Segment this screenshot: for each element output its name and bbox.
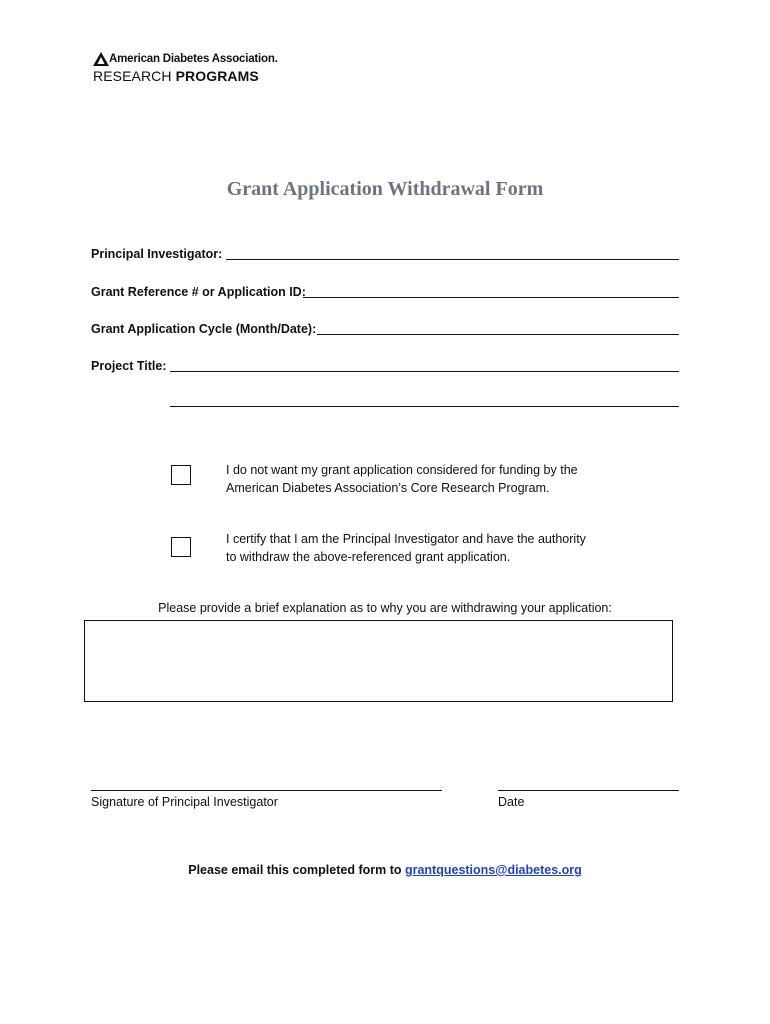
- principal-investigator-field[interactable]: [226, 259, 679, 260]
- certify-pi-text: I certify that I am the Principal Investigator and have the authority to withdraw the above-referenced grant application.: [226, 532, 586, 564]
- email-instruction-text: Please email this completed form to: [188, 863, 405, 877]
- program-suffix: PROGRAMS: [175, 68, 259, 84]
- signature-label: Signature of Principal Investigator: [91, 795, 278, 809]
- signature-line[interactable]: [91, 790, 442, 791]
- grant-reference-label: Grant Reference # or Application ID:: [91, 285, 306, 299]
- grant-reference-field[interactable]: [303, 297, 679, 298]
- project-title-field-line-2[interactable]: [170, 406, 679, 407]
- date-label: Date: [498, 795, 525, 809]
- principal-investigator-label: Principal Investigator:: [91, 247, 223, 261]
- explanation-prompt: Please provide a brief explanation as to why you are withdrawing your application:: [158, 601, 612, 615]
- program-name: [93, 68, 259, 84]
- certify-pi-checkbox[interactable]: [171, 537, 191, 557]
- ada-triangle-logo-icon: [93, 52, 109, 66]
- project-title-label: Project Title:: [91, 359, 167, 373]
- decline-funding-text: I do not want my grant application considered for funding by the American Diabetes Association’s Core Research Program.: [226, 463, 578, 495]
- application-cycle-label: Grant Application Cycle (Month/Date):: [91, 322, 317, 336]
- email-link[interactable]: grantquestions@diabetes.org: [404, 863, 582, 877]
- email-instruction: [0, 863, 770, 877]
- program-prefix: RESEARCH: [93, 68, 172, 84]
- application-cycle-field[interactable]: [317, 334, 679, 335]
- page-title: Grant Application Withdrawal Form: [226, 178, 544, 200]
- decline-funding-checkbox[interactable]: [171, 465, 191, 485]
- project-title-field[interactable]: [170, 371, 679, 372]
- date-line[interactable]: [498, 790, 679, 791]
- ada-logo: [93, 50, 313, 90]
- organization-name: American Diabetes Association.: [109, 53, 278, 65]
- explanation-textarea[interactable]: [84, 620, 673, 702]
